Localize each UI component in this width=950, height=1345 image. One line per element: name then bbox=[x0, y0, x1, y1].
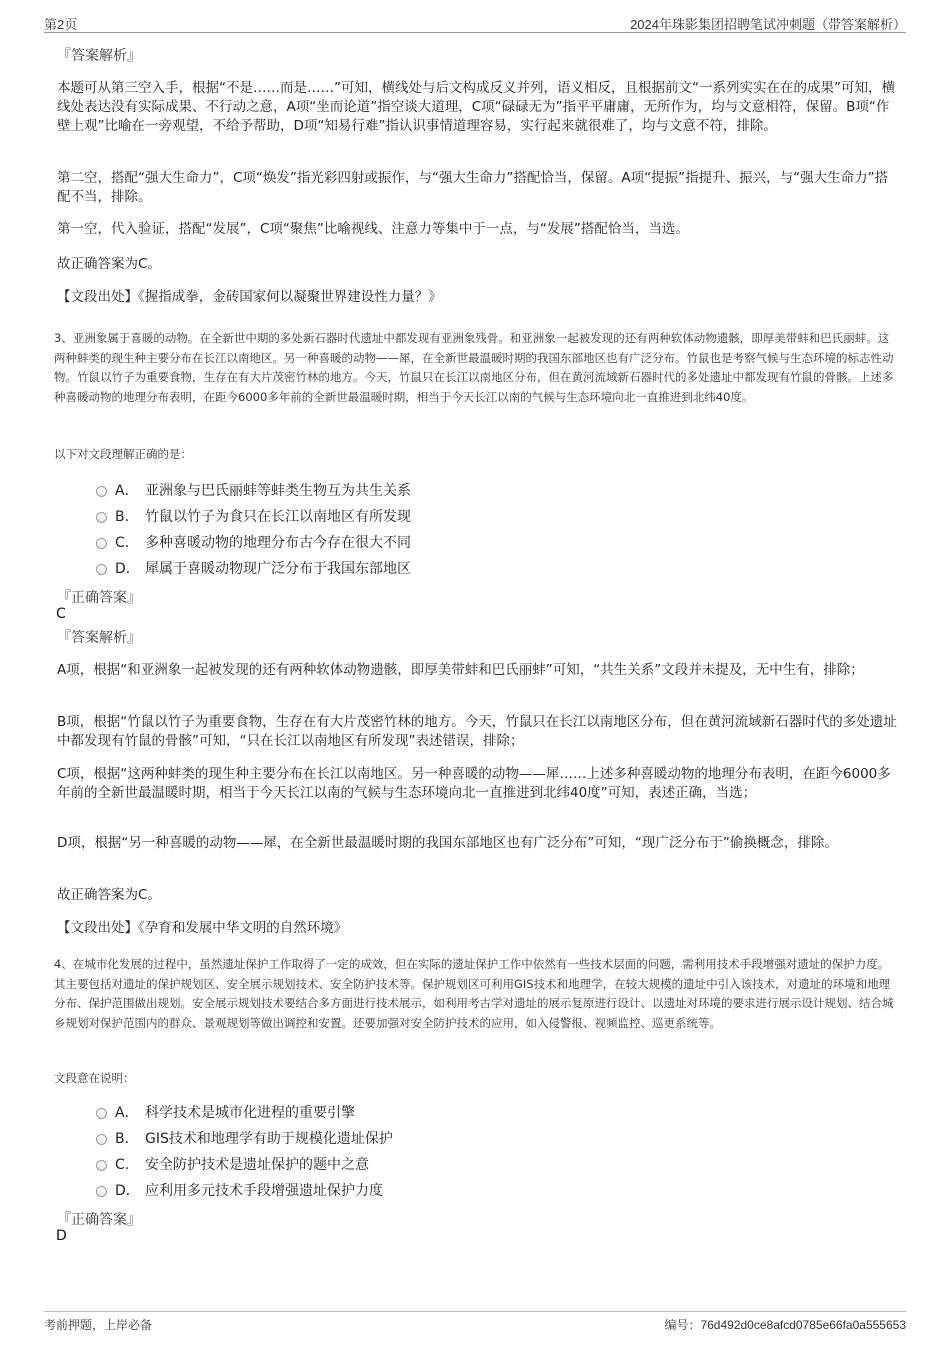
analysis-label: 『答案解析』 bbox=[57, 630, 141, 646]
question-stem: 3、亚洲象属于喜暖的动物。在全新世中期的多处新石器时代遗址中都发现有亚洲象残骨。和亚洲象一起被发现的还有两种软体动物遗骸，即厚美带蚌和巴氏丽蚌。这两种蚌类的现生种主要分布在长江以南地区。另一种喜暖的动物——犀，在全新世最温暖时期的我国东部地区也有广泛分布。竹鼠也是考察气候与生态环境的标志性动物。竹鼠以竹子为重要食物，生存在有大片茂密竹林的地方。今天，竹鼠只在长江以南地区分布，但在黄河流域新石器时代的多处遗址中都发现有竹鼠的骨骸。上述多种喜暖动物的地理分布表明，在距今6000多年前的全新世最温暖时期，相当于今天长江以南的气候与生态环境向北一直推进到北纬40度。 bbox=[54, 331, 894, 404]
analysis-label: 『答案解析』 bbox=[57, 48, 141, 64]
question-prompt: 以下对文段理解正确的是： bbox=[54, 447, 192, 461]
radio-icon[interactable] bbox=[96, 538, 107, 549]
analysis-paragraph: 本题可从第三空入手，根据“不是……而是……”可知，横线处与后文构成反义并列，语义相反，且根据前文“一系列实实在在的成果”可知，横线处表达没有实际成果、不行动之意，A项“坐而论道”指空谈大道理，C项“碌碌无为”指平平庸庸，无所作为，均与文意相符，保留。B项“作壁上观”比喻在一旁观望，不给予帮助，D项“知易行难”指认识事情道理容易，实行起来就很难了，均与文意不符，排除。 bbox=[57, 80, 895, 134]
question-stem: 4、在城市化发展的过程中，虽然遗址保护工作取得了一定的成效，但在实际的遗址保护工作中依然有一些技术层面的问题，需利用技术手段增强对遗址的保护力度。其主要包括对遗址的保护规划区、安全展示规划技术、安全防护技术等。保护规划区可利用GIS技术和地理学，在较大规模的遗址中引入该技术，对遗址的环境和地理分布、保护范围做出规划。安全展示规划技术要结合多方面进行技术展示，如利用考古学对遗址的展示复原进行设计、以遗址对环境的要求进行展示设计规划、结合城乡规划对保护范围内的群众、景观规划等做出调控和安置。还要加强对安全防护技术的应用，如入侵警报、视频监控、巡更系统等。 bbox=[54, 957, 894, 1030]
radio-icon[interactable] bbox=[96, 1160, 107, 1171]
option-d[interactable]: D． 犀属于喜暖动物现广泛分布于我国东部地区 bbox=[96, 559, 411, 579]
correct-answer-label: 『正确答案』 bbox=[57, 590, 141, 606]
serial-number: 编号：76d492d0ce8afcd0785e66fa0a555653 bbox=[664, 1318, 906, 1332]
analysis-paragraph: B项，根据“竹鼠以竹子为重要食物，生存在有大片茂密竹林的地方。今天，竹鼠只在长江以南地区分布，但在黄河流域新石器时代的多处遗址中都发现有竹鼠的骨骸”可知，“只在长江以南地区有所发现”表述错误，排除； bbox=[57, 714, 897, 749]
source-citation: 【文段出处】《握指成拳，金砖国家何以凝聚世界建设性力量？》 bbox=[57, 289, 442, 305]
analysis-paragraph: 第二空，搭配“强大生命力”，C项“焕发”指光彩四射或振作，与“强大生命力”搭配恰当，保留。A项“提振”指提升、振兴，与“强大生命力”搭配不当，排除。 bbox=[57, 170, 889, 205]
correct-answer: D bbox=[56, 1228, 67, 1244]
radio-icon[interactable] bbox=[96, 1186, 107, 1197]
analysis-paragraph: 第一空，代入验证，搭配“发展”，C项“聚焦”比喻视线、注意力等集中于一点，与“发展”搭配恰当，当选。 bbox=[57, 221, 689, 237]
question-prompt: 文段意在说明： bbox=[54, 1071, 135, 1085]
option-b[interactable]: B． GIS技术和地理学有助于规模化遗址保护 bbox=[96, 1129, 393, 1149]
page-number: 第2页 bbox=[44, 17, 78, 32]
page-header bbox=[44, 12, 906, 33]
option-c[interactable]: C． 多种喜暖动物的地理分布古今存在很大不同 bbox=[96, 533, 411, 553]
radio-icon[interactable] bbox=[96, 564, 107, 575]
option-b[interactable]: B． 竹鼠以竹子为食只在长江以南地区有所发现 bbox=[96, 507, 411, 527]
correct-answer: C bbox=[56, 606, 66, 622]
analysis-paragraph: A项，根据“和亚洲象一起被发现的还有两种软体动物遗骸，即厚美带蚌和巴氏丽蚌”可知，“共生关系”文段并未提及，无中生有，排除； bbox=[57, 662, 864, 678]
analysis-conclusion: 故正确答案为C。 bbox=[57, 887, 161, 903]
analysis-paragraph: C项，根据“这两种蚌类的现生种主要分布在长江以南地区。另一种喜暖的动物——犀……上述多种喜暖动物的地理分布表明，在距今6000多年前的全新世最温暖时期，相当于今天长江以南的气候与生态环境向北一直推进到北纬40度”可知，表述正确，当选； bbox=[57, 766, 891, 801]
radio-icon[interactable] bbox=[96, 486, 107, 497]
option-c[interactable]: C． 安全防护技术是遗址保护的题中之意 bbox=[96, 1155, 369, 1175]
source-citation: 【文段出处】《孕育和发展中华文明的自然环境》 bbox=[57, 920, 348, 936]
option-a[interactable]: A． 科学技术是城市化进程的重要引擎 bbox=[96, 1103, 355, 1123]
radio-icon[interactable] bbox=[96, 512, 107, 523]
option-a[interactable]: A． 亚洲象与巴氏丽蚌等蚌类生物互为共生关系 bbox=[96, 481, 411, 501]
correct-answer-label: 『正确答案』 bbox=[57, 1212, 141, 1228]
page-footer bbox=[44, 1311, 906, 1335]
option-d[interactable]: D． 应利用多元技术手段增强遗址保护力度 bbox=[96, 1181, 383, 1201]
footer-slogan: 考前押题，上岸必备 bbox=[44, 1318, 153, 1332]
document-title: 2024年珠影集团招聘笔试冲刺题（带答案解析） bbox=[630, 17, 906, 32]
analysis-conclusion: 故正确答案为C。 bbox=[57, 256, 161, 272]
radio-icon[interactable] bbox=[96, 1108, 107, 1119]
radio-icon[interactable] bbox=[96, 1134, 107, 1145]
analysis-paragraph: D项，根据“另一种喜暖的动物——犀，在全新世最温暖时期的我国东部地区也有广泛分布”可知，“现广泛分布于”偷换概念，排除。 bbox=[57, 835, 838, 851]
